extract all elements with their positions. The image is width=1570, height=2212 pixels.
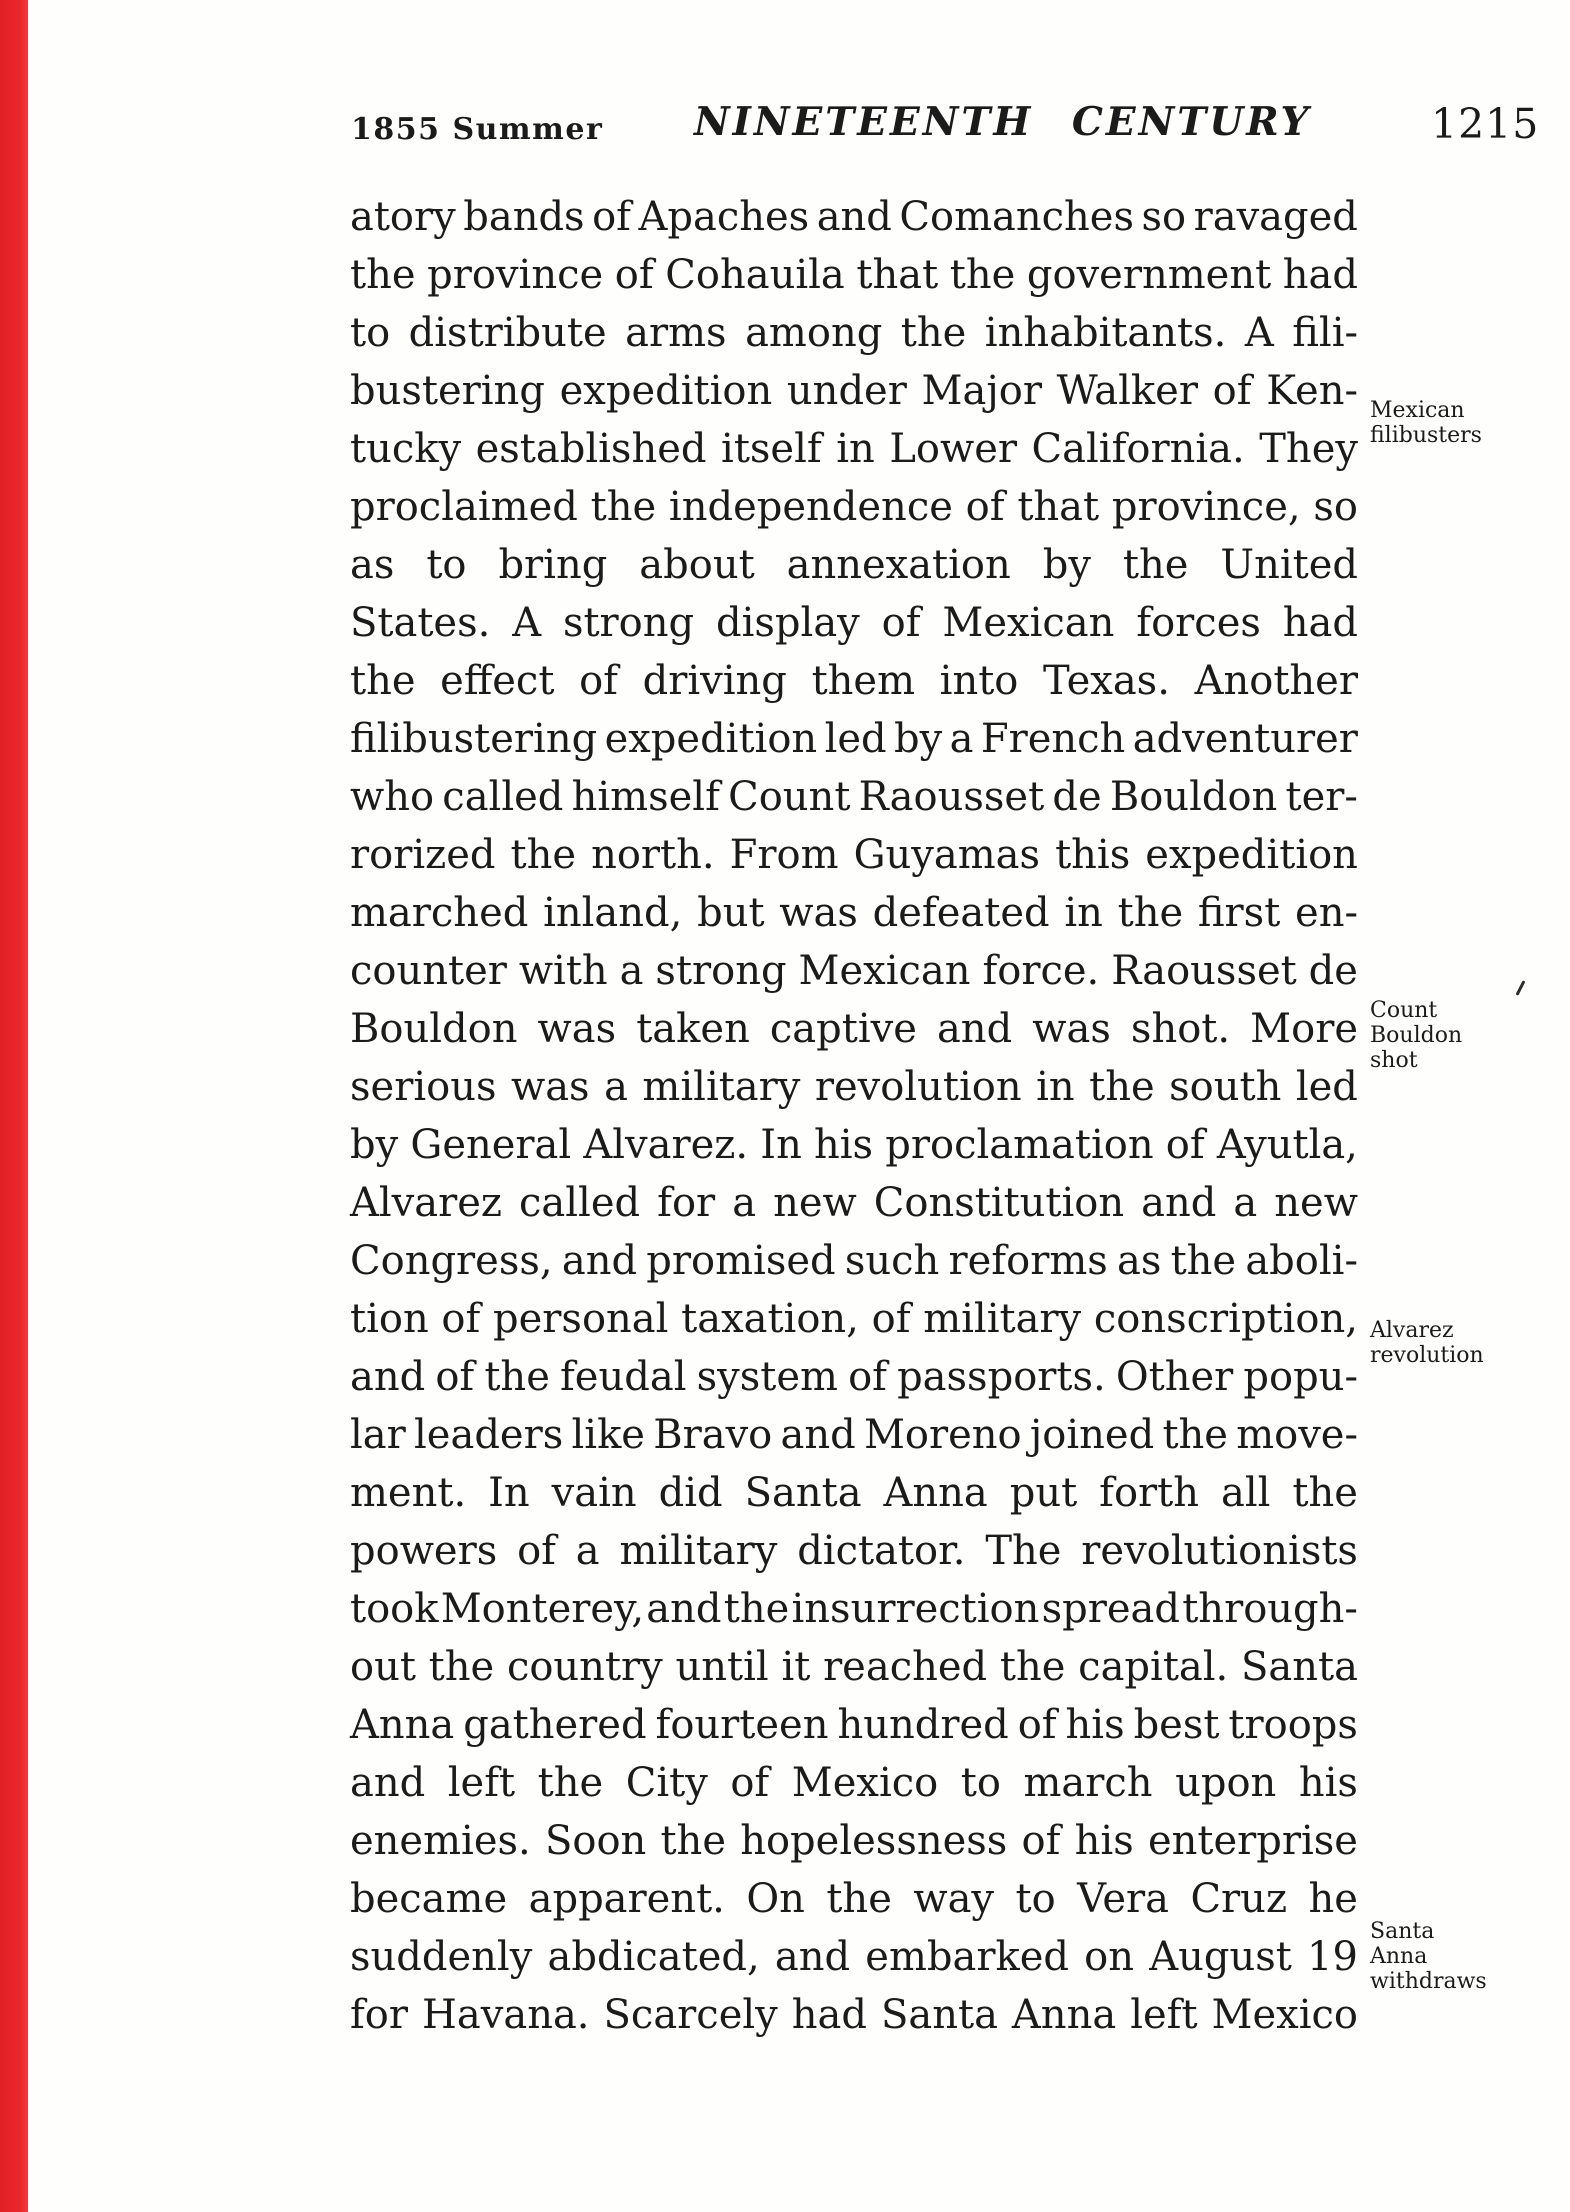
text-line: Congress, and promised such reforms as the aboli-	[350, 1238, 1358, 1284]
text-line: the effect of driving them into Texas. Another	[350, 658, 1358, 704]
margin-note	[1370, 1318, 1568, 1368]
text-line: States. A strong display of Mexican forces had	[350, 600, 1358, 646]
margin-note	[1370, 1919, 1568, 1994]
text-line: who called himself Count Raousset de Bouldon ter-	[350, 774, 1358, 820]
margin-note-line: Mexican	[1370, 398, 1465, 423]
text-line: powers of a military dictator. The revolutionists	[350, 1528, 1358, 1574]
margin-note-line: shot	[1370, 1048, 1418, 1073]
text-line: serious was a military revolution in the south led	[350, 1064, 1358, 1110]
margin-note-line: Count	[1370, 998, 1438, 1023]
page-number: 1215	[1431, 100, 1540, 148]
margin-note-line: revolution	[1370, 1343, 1484, 1368]
text-line: tucky established itself in Lower California. They	[350, 426, 1358, 472]
text-line: Anna gathered fourteen hundred of his best troops	[350, 1702, 1358, 1748]
margin-note-line: withdraws	[1370, 1969, 1487, 1994]
text-line: bustering expedition under Major Walker of Ken-	[350, 368, 1358, 414]
text-line: counter with a strong Mexican force. Raousset de	[350, 948, 1358, 994]
text-line: to distribute arms among the inhabitants. A fili-	[350, 310, 1358, 356]
text-line: tion of personal taxation, of military conscription,	[350, 1296, 1358, 1342]
text-line: the province of Cohauila that the government had	[350, 252, 1358, 298]
margin-note-line: Bouldon	[1370, 1023, 1463, 1048]
text-line: lar leaders like Bravo and Moreno joined the move-	[350, 1412, 1358, 1458]
text-line: took Monterey, and the insurrection spread through-	[350, 1586, 1358, 1632]
text-line: as to bring about annexation by the United	[350, 542, 1358, 588]
red-page-edge-stripe	[0, 0, 28, 2212]
stray-ink-mark	[1516, 980, 1526, 996]
text-line: marched inland, but was defeated in the first en-	[350, 890, 1358, 936]
text-line: atory bands of Apaches and Comanches so ravaged	[350, 194, 1358, 240]
text-line: and left the City of Mexico to march upon his	[350, 1760, 1358, 1806]
text-line: enemies. Soon the hopelessness of his enterprise	[350, 1818, 1358, 1864]
text-line: rorized the north. From Guyamas this expedition	[350, 832, 1358, 878]
header-date-label: 1855 Summer	[351, 112, 604, 147]
body-text-column	[350, 188, 1358, 2044]
text-line: for Havana. Scarcely had Santa Anna left Mexico	[350, 1992, 1358, 2038]
text-line: became apparent. On the way to Vera Cruz he	[350, 1876, 1358, 1922]
text-line: suddenly abdicated, and embarked on August 19	[350, 1934, 1358, 1980]
margin-note-line: filibusters	[1370, 423, 1482, 448]
text-line: Bouldon was taken captive and was shot. More	[350, 1006, 1358, 1052]
running-title: NINETEENTH CENTURY	[694, 99, 1312, 145]
text-line: Alvarez called for a new Constitution and a new	[350, 1180, 1358, 1226]
margin-note-line: Anna	[1370, 1944, 1428, 1969]
margin-note-line: Alvarez	[1370, 1318, 1454, 1343]
text-line: and of the feudal system of passports. Other popu-	[350, 1354, 1358, 1400]
text-line: out the country until it reached the capital. Santa	[350, 1644, 1358, 1690]
margin-note	[1370, 998, 1568, 1073]
text-line: by General Alvarez. In his proclamation of Ayutla,	[350, 1122, 1358, 1168]
text-line: ment. In vain did Santa Anna put forth all the	[350, 1470, 1358, 1516]
text-line: proclaimed the independence of that province, so	[350, 484, 1358, 530]
margin-note	[1370, 398, 1568, 448]
margin-note-line: Santa	[1370, 1919, 1435, 1944]
text-line: filibustering expedition led by a French adventurer	[350, 716, 1358, 762]
